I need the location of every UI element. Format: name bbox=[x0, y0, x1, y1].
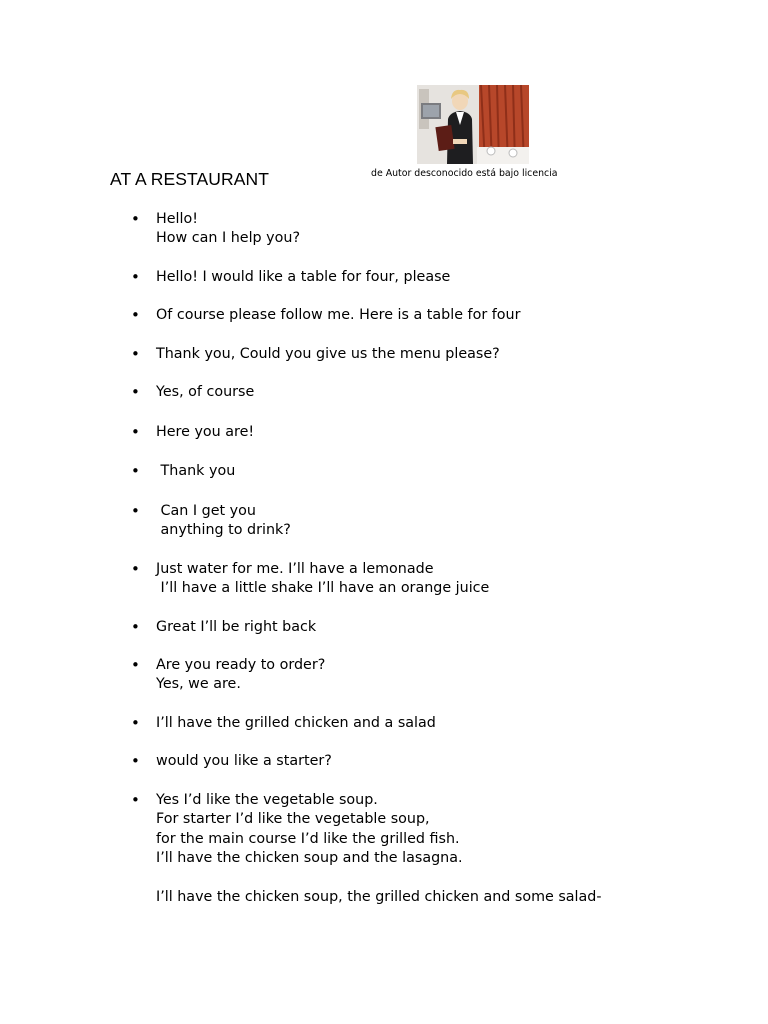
dialogue-line: Here you are! bbox=[156, 424, 255, 440]
dialogue-line: Hello! bbox=[156, 211, 198, 227]
dialogue-line: I’ll have the grilled chicken and a salad bbox=[156, 715, 436, 731]
dialogue-line: Of course please follow me. Here is a table for four bbox=[156, 307, 521, 323]
bullet-icon: • bbox=[131, 560, 140, 578]
dialogue-line: I’ll have the chicken soup and the lasagna. bbox=[156, 849, 463, 866]
dialogue-line: Yes I’d like the vegetable soup. bbox=[156, 792, 378, 808]
dialogue-line: Just water for me. I’ll have a lemonade bbox=[156, 561, 434, 577]
dialogue-line: Are you ready to order? bbox=[156, 657, 326, 673]
dialogue-line: Can I get you bbox=[156, 503, 256, 519]
bullet-icon: • bbox=[131, 268, 140, 286]
bullet-icon: • bbox=[131, 345, 140, 363]
bullet-icon: • bbox=[131, 383, 140, 401]
bullet-icon: • bbox=[131, 618, 140, 636]
dialogue-line: for the main course I’d like the grilled fish. bbox=[156, 830, 460, 847]
dialogue-line: How can I help you? bbox=[156, 230, 301, 247]
photo-caption: de Autor desconocido está bajo licencia bbox=[371, 168, 558, 179]
bullet-icon: • bbox=[131, 791, 140, 809]
dialogue-line: Thank you, Could you give us the menu please? bbox=[156, 346, 500, 362]
dialogue-line: I’ll have a little shake I’ll have an orange juice bbox=[156, 580, 490, 597]
bullet-icon: • bbox=[131, 752, 140, 770]
bullet-icon: • bbox=[131, 423, 140, 441]
dialogue-line: Yes, we are. bbox=[156, 676, 241, 693]
dialogue-line: I’ll have the chicken soup, the grilled chicken and some salad- bbox=[156, 888, 602, 905]
document-title: AT A RESTAURANT bbox=[110, 169, 270, 189]
dialogue-line: anything to drink? bbox=[156, 522, 291, 539]
bullet-icon: • bbox=[131, 714, 140, 732]
dialogue-line: would you like a starter? bbox=[156, 753, 332, 769]
bullet-icon: • bbox=[131, 656, 140, 674]
bullet-icon: • bbox=[131, 306, 140, 324]
dialogue-line: Thank you bbox=[156, 463, 236, 479]
dialogue-line: For starter I’d like the vegetable soup, bbox=[156, 811, 430, 828]
bullet-icon: • bbox=[131, 210, 140, 228]
bullet-icon: • bbox=[131, 462, 140, 480]
dialogue-line: Hello! I would like a table for four, please bbox=[156, 269, 451, 285]
dialogue-line: Great I’ll be right back bbox=[156, 619, 317, 635]
bullet-icon: • bbox=[131, 502, 140, 520]
dialogue-line: Yes, of course bbox=[156, 384, 255, 400]
